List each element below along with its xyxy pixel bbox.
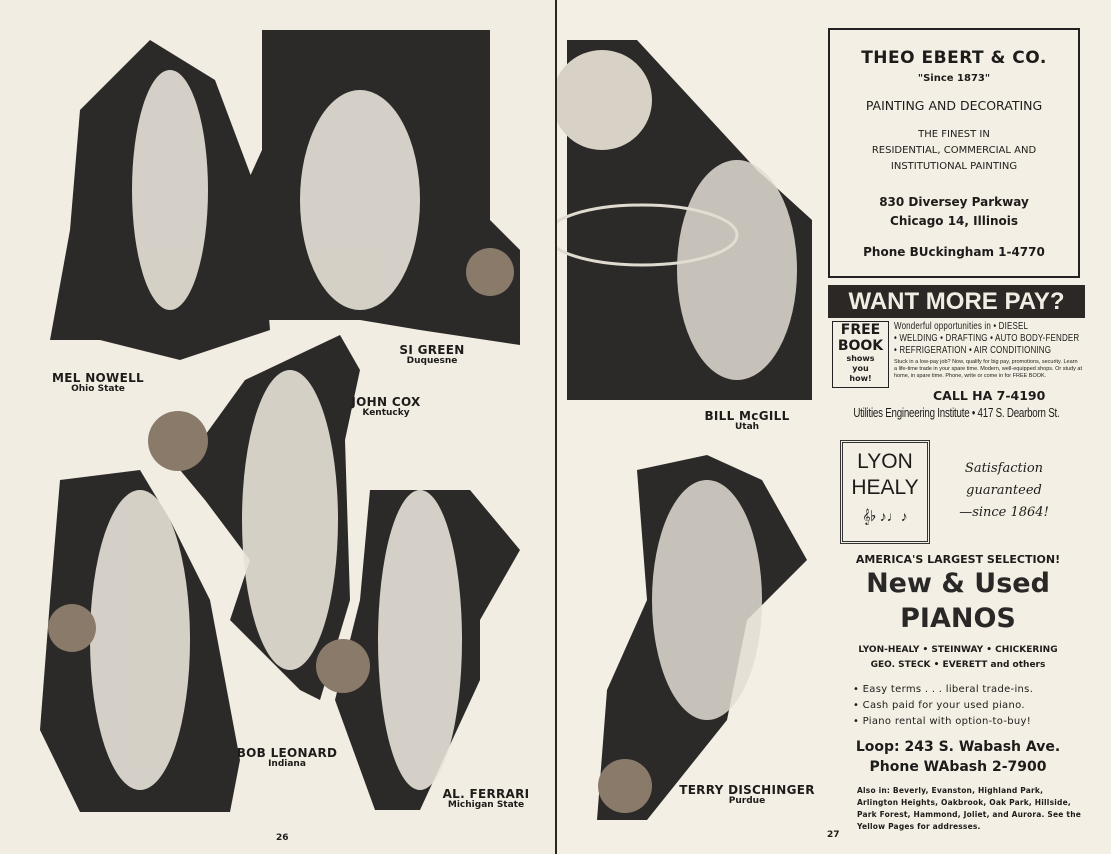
player-figure <box>242 370 338 670</box>
right-page-27 <box>557 0 1111 854</box>
player-figure <box>677 160 797 380</box>
ad-description: THE FINEST IN RESIDENTIAL, COMMERCIAL AND INSTITUTIONAL PAINTING <box>871 129 1037 172</box>
ad-want-more-pay <box>828 285 1085 435</box>
basketball <box>316 639 370 693</box>
page-number: 26 <box>276 833 289 843</box>
ad-phone: Phone BUckingham 1-4770 <box>863 245 1045 259</box>
free-book-box: FREE BOOK shows you how! <box>832 321 889 388</box>
ad-address: 830 Diversey Parkway Chicago 14, Illinois <box>879 195 1029 228</box>
ad-brands: LYON-HEALY • STEINWAY • CHICKERING GEO. STECK • EVERETT and others <box>858 645 1058 670</box>
music-notes-icon: 𝄞♭ ♪♩♪ <box>862 508 908 524</box>
player-photos-collage <box>0 0 555 854</box>
ad-new-used: New & Used <box>866 568 1050 599</box>
caption-si-green: SI GREEN Duquesne <box>399 343 465 367</box>
basketball <box>466 248 514 296</box>
caption-bill-mcgill: BILL McGILL Utah <box>704 409 790 433</box>
basketball <box>48 604 96 652</box>
ad-theo-ebert <box>828 28 1080 278</box>
ad-service: PAINTING AND DECORATING <box>865 98 1043 113</box>
ad-company-name: THEO EBERT & CO. <box>861 48 1047 68</box>
ad-institute: Utilities Engineering Institute • 417 S. Dearborn St. <box>853 405 1060 420</box>
lyon-healy-logo: LYON HEALY 𝄞♭ ♪♩♪ <box>840 440 930 544</box>
player-figure <box>652 480 762 720</box>
ad-bullets: • Easy terms . . . liberal trade-ins. • Cash paid for your used piano. • Piano rental with option-to-buy! <box>853 684 1034 727</box>
caption-terry-dischinger: TERRY DISCHINGER Purdue <box>679 783 815 807</box>
ad-satisfaction-script: Satisfaction guaranteed —since 1864! <box>959 461 1049 520</box>
ad-headline: WANT MORE PAY? <box>828 285 1085 318</box>
caption-al-ferrari: AL. FERRARI Michigan State <box>442 787 530 811</box>
ad-tagline: AMERICA'S LARGEST SELECTION! <box>855 553 1061 566</box>
ad-lyon-phone: Phone WAbash 2-7900 <box>869 759 1047 775</box>
caption-mel-nowell: MEL NOWELL Ohio State <box>52 371 144 395</box>
player-figure <box>90 490 190 790</box>
page-number: 27 <box>827 830 840 840</box>
basketball <box>598 759 652 813</box>
caption-bob-leonard: BOB LEONARD Indiana <box>236 746 338 770</box>
ad-since: "Since 1873" <box>917 73 991 84</box>
left-page-26 <box>0 0 555 854</box>
ad-pianos: PIANOS <box>900 603 1016 634</box>
ad-locations: Also in: Beverly, Evanston, Highland Park, Arlington Heights, Oakbrook, Oak Park, Hillside, Park Forest, Hammond, Joliet, and Aurora. See the Yellow Pages for addresses. <box>857 786 1082 831</box>
basketball <box>148 411 208 471</box>
ad-lyon-address: Loop: 243 S. Wabash Ave. <box>855 739 1061 755</box>
player-figure <box>132 70 208 310</box>
player-figure <box>300 90 420 310</box>
ad-body: Wonderful opportunities in • DIESEL • WELDING • DRAFTING • AUTO BODY-FENDER • REFRIGERATION • AIR CONDITIONING Stuck in a low-pay job? Now, qualify for big pay, promotions, security. Learn a life-time trade in your spare time. Modern, well-equipped shops. Or study at home, in spare time. Phone, write or come in for FREE BOOK. <box>894 321 1083 379</box>
player-figure <box>378 490 462 790</box>
ad-call: CALL HA 7-4190 <box>933 388 1046 403</box>
caption-john-cox: JOHN COX Kentucky <box>351 395 421 419</box>
ad-institute-row <box>828 405 1085 421</box>
